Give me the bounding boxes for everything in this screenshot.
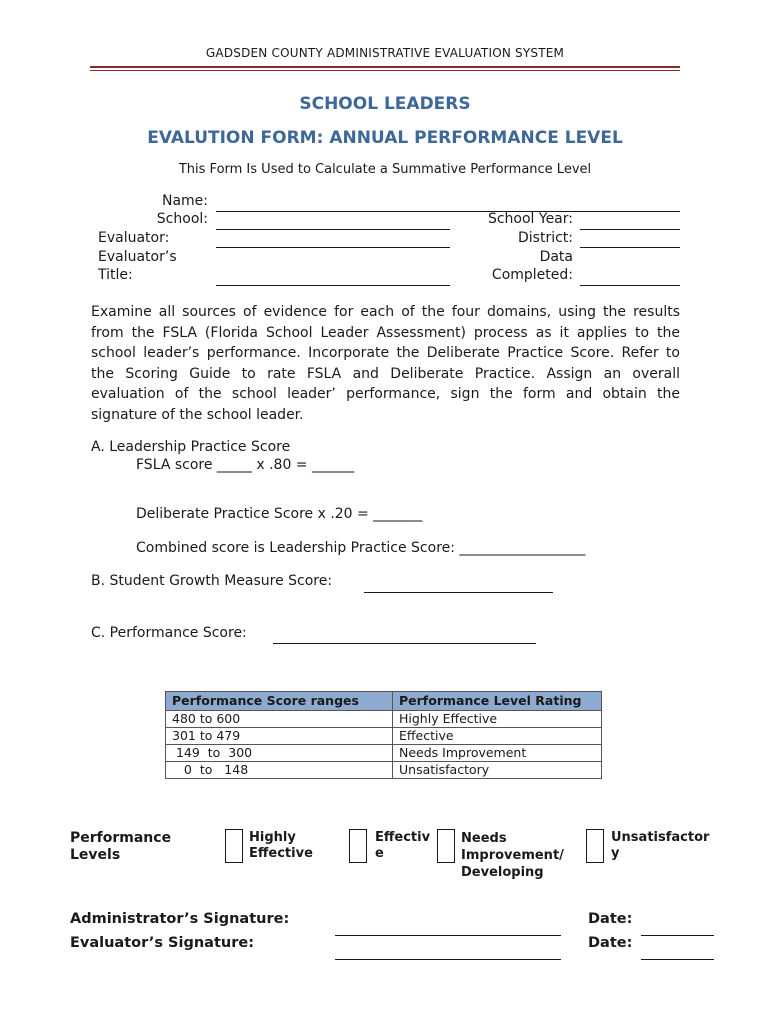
checkbox-needs-improvement[interactable] [437, 829, 455, 863]
performance-levels-label: Performance Levels [70, 830, 172, 863]
table-cell-range: 480 to 600 [166, 711, 393, 728]
table-row [166, 711, 602, 728]
name-field[interactable] [216, 211, 680, 212]
administrator-signature-field[interactable] [335, 935, 561, 936]
administrator-date-field[interactable] [641, 935, 714, 936]
evaluator-label: Evaluator: [98, 230, 170, 246]
option-highly-effective: Highly Effective [249, 830, 313, 861]
leadership-practice-heading: A. Leadership Practice Score [91, 439, 291, 455]
checkbox-highly-effective[interactable] [225, 829, 243, 863]
checkbox-unsatisfactory[interactable] [586, 829, 604, 863]
district-field[interactable] [580, 247, 680, 248]
name-label: Name: [161, 193, 208, 209]
title-label: Title: [98, 267, 133, 283]
school-year-field[interactable] [580, 229, 680, 230]
checkbox-effective[interactable] [349, 829, 367, 863]
form-subtitle: EVALUTION FORM: ANNUAL PERFORMANCE LEVEL [147, 128, 623, 148]
table-header-row [166, 692, 602, 711]
table-cell-range: 301 to 479 [166, 728, 393, 745]
administrator-date-label: Date: [588, 911, 633, 927]
table-cell-rating: Effective [393, 728, 602, 745]
evaluators-title-label: Evaluator’s [98, 249, 177, 265]
table-cell-rating: Unsatisfactory [393, 762, 602, 779]
school-label: School: [156, 211, 208, 227]
option-unsatisfactory: Unsatisfactor y [611, 830, 710, 861]
data-completed-field[interactable] [580, 285, 680, 286]
table-row [166, 762, 602, 779]
table-cell-range: 149 to 300 [166, 745, 393, 762]
combined-score-line: Combined score is Leadership Practice Score: __________________ [136, 540, 586, 556]
table-header-rating: Performance Level Rating [393, 692, 602, 711]
table-cell-range: 0 to 148 [166, 762, 393, 779]
evaluator-field[interactable] [216, 247, 450, 248]
instructions-paragraph: Examine all sources of evidence for each of the four domains, using the results from the FSLA (Florida School Leader Assessment) process as it applies to the school leader’s performance. Incorporate the Deliberate Practice Score. Refer to the Scoring Guide to rate FSLA and Deliberate Practice. Assign an overall evaluation of the school leader’ performance, sign the form and obtain the signature of the school leader. [91, 304, 680, 423]
performance-score-field[interactable] [273, 643, 536, 644]
evaluator-signature-field[interactable] [335, 959, 561, 960]
school-field[interactable] [216, 229, 450, 230]
form-description: This Form Is Used to Calculate a Summative Performance Level [178, 162, 592, 177]
system-header: GADSDEN COUNTY ADMINISTRATIVE EVALUATION SYSTEM [205, 46, 565, 60]
performance-table [165, 691, 602, 779]
option-needs-improvement: Needs Improvement/ Developing [461, 831, 564, 880]
deliberate-practice-line: Deliberate Practice Score x .20 = _______ [136, 506, 423, 522]
table-row [166, 745, 602, 762]
district-label: District: [517, 230, 573, 246]
administrator-signature-label: Administrator’s Signature: [70, 911, 290, 927]
completed-label: Completed: [491, 267, 573, 283]
evaluator-date-field[interactable] [641, 959, 714, 960]
header-rule-thin [90, 70, 680, 71]
form-title: SCHOOL LEADERS [299, 94, 471, 114]
header-rule [90, 66, 680, 68]
evaluator-signature-label: Evaluator’s Signature: [70, 935, 254, 951]
option-effective: Effectiv e [375, 830, 431, 861]
school-year-label: School Year: [487, 211, 573, 227]
performance-score-label: C. Performance Score: [91, 625, 247, 641]
table-cell-rating: Highly Effective [393, 711, 602, 728]
table-header-ranges: Performance Score ranges [166, 692, 393, 711]
student-growth-label: B. Student Growth Measure Score: [91, 573, 333, 589]
evaluator-date-label: Date: [588, 935, 633, 951]
fsla-score-line: FSLA score _____ x .80 = ______ [136, 457, 354, 473]
data-label: Data [539, 249, 573, 265]
table-cell-rating: Needs Improvement [393, 745, 602, 762]
table-row [166, 728, 602, 745]
title-field[interactable] [216, 285, 450, 286]
student-growth-field[interactable] [364, 592, 553, 593]
